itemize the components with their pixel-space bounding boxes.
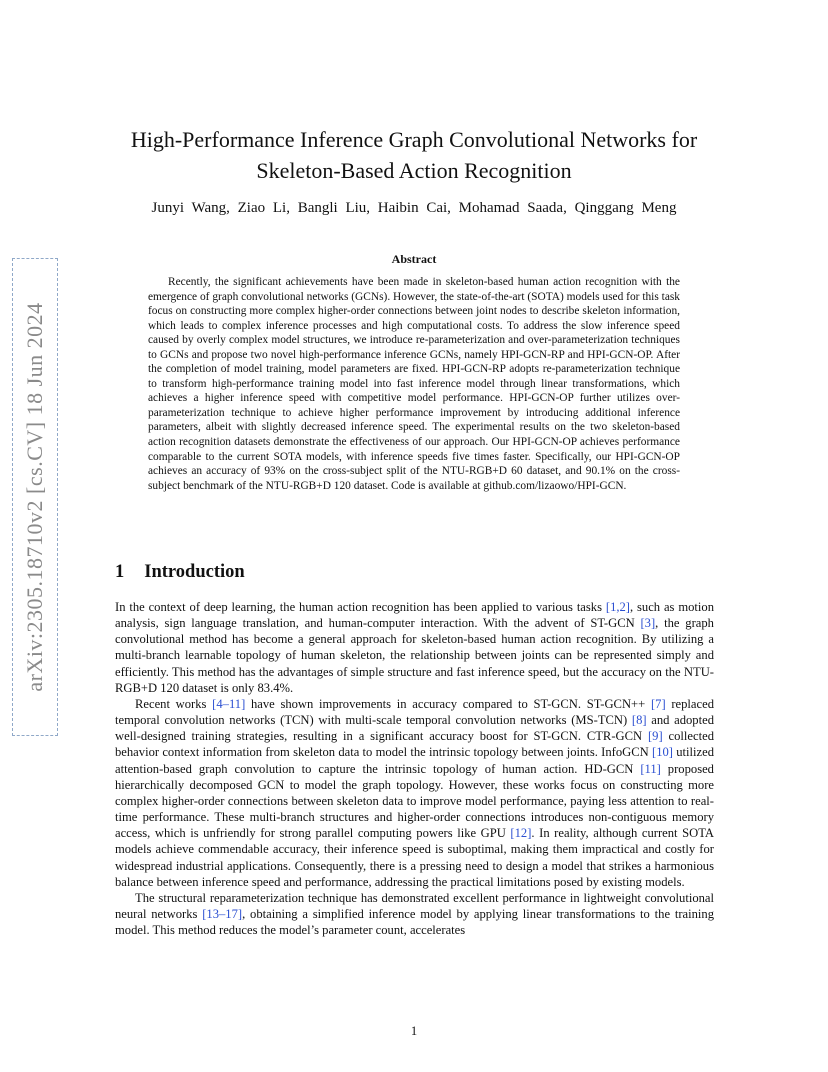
introduction-body [115, 599, 714, 938]
body-text-run: collected behavior context information from skeleton data to model the intrinsic topology between joints. InfoGCN [115, 729, 714, 760]
body-paragraph [115, 890, 714, 938]
arxiv-identifier: arXiv:2305.18710v2 [cs.CV] 18 Jun 2024 [22, 302, 47, 692]
page-number: 1 [410, 1024, 418, 1038]
body-text-run: , the graph convolutional method has become a general approach for skeleton-based human action recognition. By utilizing a multi-branch learnable topology of human skeleton, the relationship between joints can be represented simply and efficiently. This method has the advantages of simple structure and fast inference speed, but the accuracy on the NTU-RGB+D 120 dataset is only 83.4%. [115, 616, 714, 695]
body-text-run: Recent works [135, 696, 213, 711]
body-text-run: replaced temporal convolution networks (TCN) with multi-scale temporal convolution networks (MS-TCN) [115, 696, 715, 728]
body-text-run: In the context of deep learning, the human action recognition has been applied to various tasks [115, 600, 606, 614]
body-text-run: proposed hierarchically decomposed GCN to model the graph topology. However, these works focus on constructing more complex higher-order connections between skeleton data to improve model performance, paying less attention to real-time performance. These multi-branch structures and higher-order connections introduces non-contiguous memory access, which is unfriendly for strong parallel computing powers like GPU [115, 761, 714, 841]
citation-link[interactable]: [1,2] [605, 600, 631, 614]
body-text-run: utilized attention-based graph convolution to capture the intrinsic topology of human action. HD-GCN [115, 745, 715, 776]
author-list: Junyi Wang, Ziao Li, Bangli Liu, Haibin Cai, Mohamad Saada, Qinggang Meng [151, 200, 677, 216]
body-paragraph [115, 599, 714, 696]
citation-link[interactable]: [9] [647, 729, 663, 744]
body-text-run: , such as motion analysis, sign language translation, and human-computer interaction. With the advent of ST-GCN [115, 600, 715, 631]
section-title: Introduction [144, 562, 245, 582]
abstract-body: Recently, the significant achievements have been made in skeleton-based human action recognition with the emergence of graph convolutional networks (GCNs). However, the state-of-the-art (SOTA) models used for this task focus on constructing more complex higher-order connections between joint nodes to describe skeleton information, which leads to complex inference processes and high computational costs. To address the slow inference speed caused by overly complex model structures, we introduce re-parameterization and over-parameterization techniques to GCNs and propose two novel high-performance inference GCNs, namely HPI-GCN-RP and HPI-GCN-OP. After the completion of model training, model parameters are fixed. HPI-GCN-RP adopts re-parameterization technique to transform high-performance training model into fast inference model through linear transformations, which achieves a higher inference speed with competitive model performance. HPI-GCN-OP further utilizes over-parameterization technique to achieve higher performance improvement by introducing additional inference parameters, albeit with slightly decreased inference speed. The experimental results on the two skeleton-based action recognition datasets demonstrate the effectiveness of our approach. Our HPI-GCN-OP achieves performance comparable to the current SOTA models, with inference speeds five times faster. Specifically, our HPI-GCN-OP achieves an accuracy of 93% on the cross-subject split of the NTU-RGB+D 60 dataset, and 90.1% on the cross-subject benchmark of the NTU-RGB+D 120 dataset. Code is available at github.com/lizaowo/HPI-GCN. [148, 276, 680, 492]
citation-link[interactable]: [3] [640, 616, 656, 631]
citation-link[interactable]: [7] [650, 696, 666, 711]
citation-link[interactable]: [8] [631, 713, 647, 728]
body-text-run: , obtaining a simplified inference model by applying linear transformations to the training model. This method reduces the model’s parameter count, accelerates [115, 906, 714, 938]
section-number: 1 [115, 562, 125, 582]
body-paragraph [115, 696, 714, 890]
body-text-run: have shown improvements in accuracy compared to ST-GCN. ST-GCN++ [245, 696, 651, 711]
citation-link[interactable]: [13–17] [202, 906, 243, 921]
citation-link[interactable]: [4–11] [212, 696, 246, 711]
section-heading [115, 562, 245, 583]
body-text-run: . In reality, although current SOTA models achieve commendable accuracy, their inference speed is suboptimal, making them impractical and costly for widespread industrial applications. Consequently, there is a pressing need to design a model that strikes a harmonious balance between inference speed and performance, addressing the practical limitations posed by existing models. [115, 826, 714, 889]
citation-link[interactable]: [12] [510, 826, 532, 841]
paper-title: High-Performance Inference Graph Convolutional Networks for Skeleton-Based Action Recognition [130, 127, 698, 183]
arxiv-identifier-stamp [12, 258, 58, 736]
abstract-heading: Abstract [391, 252, 437, 266]
citation-link[interactable]: [11] [640, 761, 661, 776]
body-text-run: The structural reparameterization technique has demonstrated excellent performance in lightweight convolutional neural networks [115, 890, 714, 921]
body-text-run: and adopted well-designed training strategies, resulting in a significant accuracy boost for ST-GCN. CTR-GCN [115, 713, 714, 744]
citation-link[interactable]: [10] [652, 745, 673, 760]
